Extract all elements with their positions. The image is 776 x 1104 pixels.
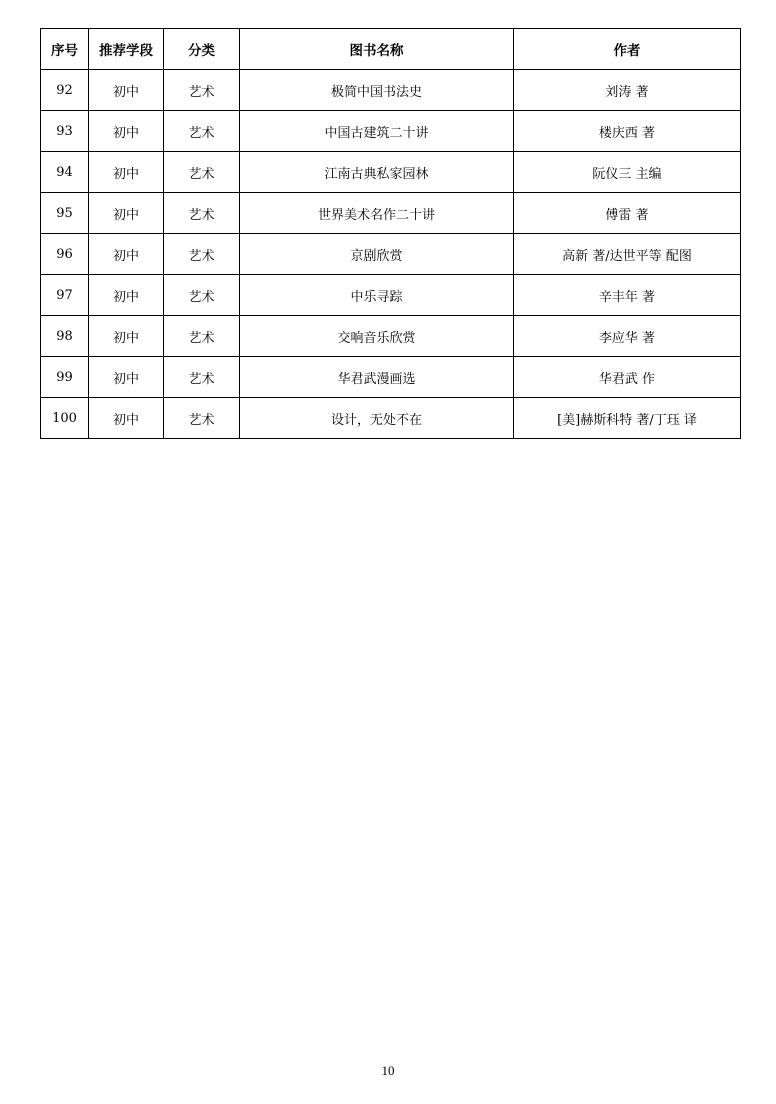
cell-category: 艺术 — [164, 357, 240, 398]
cell-author: 李应华 著 — [514, 316, 741, 357]
page-number: 10 — [381, 1063, 395, 1078]
cell-category: 艺术 — [164, 193, 240, 234]
cell-school-stage: 初中 — [89, 398, 164, 439]
table-row — [41, 357, 741, 398]
cell-author: 华君武 作 — [514, 357, 741, 398]
cell-category: 艺术 — [164, 275, 240, 316]
cell-category: 艺术 — [164, 152, 240, 193]
cell-category: 艺术 — [164, 70, 240, 111]
cell-serial-number: 93 — [41, 111, 89, 152]
cell-author: [美]赫斯科特 著/丁珏 译 — [514, 398, 741, 439]
cell-school-stage: 初中 — [89, 357, 164, 398]
cell-serial-number: 94 — [41, 152, 89, 193]
cell-school-stage: 初中 — [89, 316, 164, 357]
cell-school-stage: 初中 — [89, 275, 164, 316]
cell-author: 刘涛 著 — [514, 70, 741, 111]
cell-author: 楼庆西 著 — [514, 111, 741, 152]
cell-author: 傅雷 著 — [514, 193, 741, 234]
cell-book-title: 世界美术名作二十讲 — [240, 193, 514, 234]
header-school-stage: 推荐学段 — [89, 29, 164, 70]
cell-school-stage: 初中 — [89, 234, 164, 275]
cell-category: 艺术 — [164, 111, 240, 152]
cell-book-title: 中国古建筑二十讲 — [240, 111, 514, 152]
cell-serial-number: 92 — [41, 70, 89, 111]
table-row — [41, 234, 741, 275]
cell-book-title: 京剧欣赏 — [240, 234, 514, 275]
table-row — [41, 152, 741, 193]
cell-book-title: 交响音乐欣赏 — [240, 316, 514, 357]
table-row — [41, 111, 741, 152]
cell-category: 艺术 — [164, 234, 240, 275]
cell-serial-number: 99 — [41, 357, 89, 398]
table-row — [41, 193, 741, 234]
cell-book-title: 华君武漫画选 — [240, 357, 514, 398]
cell-school-stage: 初中 — [89, 111, 164, 152]
header-category: 分类 — [164, 29, 240, 70]
cell-serial-number: 98 — [41, 316, 89, 357]
cell-author: 阮仪三 主编 — [514, 152, 741, 193]
cell-serial-number: 97 — [41, 275, 89, 316]
header-serial-number: 序号 — [41, 29, 89, 70]
cell-book-title: 设计，无处不在 — [240, 398, 514, 439]
table-row — [41, 275, 741, 316]
cell-serial-number: 96 — [41, 234, 89, 275]
cell-school-stage: 初中 — [89, 70, 164, 111]
table-row — [41, 316, 741, 357]
cell-category: 艺术 — [164, 316, 240, 357]
cell-school-stage: 初中 — [89, 193, 164, 234]
cell-school-stage: 初中 — [89, 152, 164, 193]
table-row — [41, 70, 741, 111]
cell-author: 辛丰年 著 — [514, 275, 741, 316]
header-author: 作者 — [514, 29, 741, 70]
book-list-table — [40, 28, 741, 439]
cell-book-title: 江南古典私家园林 — [240, 152, 514, 193]
cell-book-title: 中乐寻踪 — [240, 275, 514, 316]
cell-serial-number: 95 — [41, 193, 89, 234]
cell-category: 艺术 — [164, 398, 240, 439]
table-header-row — [41, 29, 741, 70]
cell-book-title: 极简中国书法史 — [240, 70, 514, 111]
cell-serial-number: 100 — [41, 398, 89, 439]
header-book-title: 图书名称 — [240, 29, 514, 70]
cell-author: 高新 著/达世平等 配图 — [514, 234, 741, 275]
table-row — [41, 398, 741, 439]
